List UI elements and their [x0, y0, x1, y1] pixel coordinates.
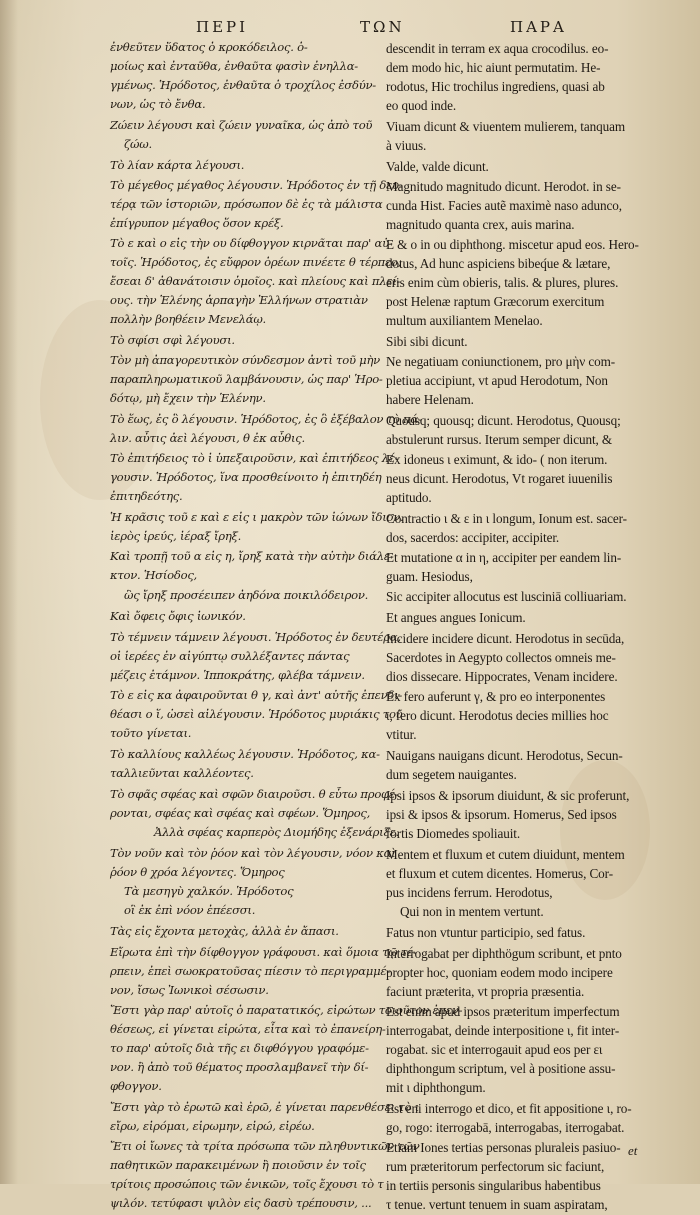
latin-text-line: magnitudo quanta crex, auis marina.	[386, 217, 575, 232]
latin-text-line: diphthongum scriptum, vel à positione assu-	[386, 1061, 616, 1076]
greek-text-line: ταλλιεῦνται καλλέοντες.	[110, 766, 254, 780]
greek-text-line: Ἔτι οἱ ἴωνες τὰ τρίτα πρόσωπα τῶν πληθυντικῶν τῶν	[110, 1139, 420, 1153]
latin-text-line: Fatus non vtuntur participio, sed fatus.	[386, 925, 586, 940]
header-left: ΠΕΡΙ	[196, 18, 249, 36]
greek-text-line: θέσεως, εἰ γίνεται εἰρώτα, εἶτα καὶ τὸ ἐπανείρη-	[110, 1022, 386, 1036]
latin-text-line: pletiua accipiunt, vt apud Herodotum, Non	[386, 373, 608, 388]
latin-text-line: Magnitudo magnitudo dicunt. Herodot. in se-	[386, 179, 621, 194]
latin-text-line: interrogabat, deinde interpositione ι, fit inter-	[386, 1023, 620, 1038]
greek-text-line: θέασι ο ἵ, ὡσεὶ αἰλέγουσιν. Ἡρόδοτος μυριάκις τοῦ	[110, 707, 403, 721]
latin-text-line: à viuus.	[386, 138, 427, 153]
greek-text-line: παθητικῶν παρακειμένων ἢ ποιοῦσιν ἐν τοῖς	[110, 1158, 366, 1172]
latin-text-line: dos, sacerdos: accipiter, accipiter.	[386, 530, 560, 545]
greek-text-line: νων, ὡς τὸ ἔνθα.	[110, 97, 206, 111]
latin-text-line: multum auxiliantem Menelao.	[386, 313, 543, 328]
latin-text-line: Qui non in mentem vertunt.	[400, 904, 544, 919]
greek-text-line: Καὶ ὄφεις ὄφις ἰωνικόν.	[110, 609, 246, 623]
greek-text-line: ἔσεαι δ' ἀθανάτοισιν ὁμοῖος. καὶ πλείους καὶ πλεί-	[110, 274, 401, 288]
latin-text-line: in tertiis personis singularibus habentibus	[386, 1178, 601, 1193]
greek-text-line: Τὸ ἐπιτήδειος τὸ ἱ ὑπεξαιροῦσιν, καὶ ἐπιτήδεος λέ-	[110, 451, 399, 465]
greek-text-line: παραπληρωματικοῦ λαμβάνουσιν, ὡς παρ' Ἡρο-	[110, 372, 383, 386]
latin-text-line: vtitur.	[386, 727, 417, 742]
catchword: et	[628, 1143, 638, 1158]
greek-text-line: Τὰ μεσηγὺ χαλκόν. Ἡρόδοτος	[124, 884, 294, 898]
greek-text-line: ἐνθεῦτεν ὕδατος ὁ κροκόδειλος. ὁ-	[110, 40, 308, 54]
latin-text-line: cunda Hist. Facies autẽ maximè naso adunco,	[386, 198, 622, 213]
latin-text-line: rogabat. sic et interrogauit apud eos per ει	[386, 1042, 603, 1057]
latin-text-line: E & o in ou diphthong. miscetur apud eos. Hero-	[386, 237, 639, 252]
latin-text-line: rodotus, Hic trochilus ingrediens, quasi ab	[386, 79, 605, 94]
header-right: ΠΑΡΑ	[510, 18, 567, 36]
latin-text-line: aptitudo.	[386, 490, 432, 505]
latin-text-line: fortis Diomedes spoliauit.	[386, 826, 521, 841]
greek-text-line: δότῳ, μὴ ἔχειν τὴν Ἑλένην.	[110, 391, 266, 405]
greek-text-line: μέζεις ἐτάμνον. Ἱπποκράτης, φλέβα τάμνειν.	[110, 668, 365, 682]
latin-text-line: Interrogabat per diphthögum scribunt, et pnto	[386, 946, 622, 961]
greek-text-line: μοίως καὶ ἐνταῦθα, ἐνθαῦτα φασὶν ἐνηλλα-	[110, 59, 358, 73]
latin-text-line: dotus, Ad hunc aspiciens bibeq́ue & lætare,	[386, 256, 611, 271]
latin-text-line: Et angues angues Ionicum.	[386, 610, 526, 625]
latin-text-line: Etiam Iones tertias personas pluraleis pasiuo-	[386, 1140, 621, 1155]
greek-text-line: οἳ ἐκ ἐπὶ νόον ἐπέεσσι.	[124, 903, 256, 917]
latin-text-line: go, rogo: iterrogabā, interrogabas, iterrogabat.	[386, 1120, 625, 1135]
latin-text-line: Ne negatiuam coniunctionem, pro μὴν com-	[386, 354, 616, 369]
greek-text-line: Τὸ σφᾶς σφέας καὶ σφῶν διαιροῦσι. θ εὗτω προφέ-	[110, 787, 399, 801]
greek-text-line: Ἔστι γὰρ παρ' αὐτοῖς ὁ παρατατικός, εἰρώτων τοιοῦτον ἐπεν-	[110, 1003, 463, 1017]
greek-text-line: γμένως. Ἡρόδοτος, ἐνθαῦτα ὁ τροχίλος ἐσδύν-	[110, 78, 376, 92]
greek-text-line: τέρᾳ τῶν ἱστοριῶν, πρόσωπον δὲ ἐς τὰ μάλιστα	[110, 197, 383, 211]
greek-text-line: γουσιν. Ἡρόδοτος, ἵνα προσθείνοιτο ἡ ἐπιτηδέη	[110, 470, 382, 484]
latin-text-line: Sacerdotes in Aegypto collectos omneis me-	[386, 650, 616, 665]
greek-text-line: Τὸ ἕως, ἐς ὃ λέγουσιν. Ἡρόδοτος, ἐς ὃ ἐξέβαλον τὸ πά-	[110, 412, 422, 426]
greek-text-line: ἱερὸς ἱρεύς, ἱέραξ ἴρηξ.	[110, 529, 242, 543]
latin-text-line: Ex idoneus ι eximunt, & ido- ( non iterum.	[386, 452, 608, 467]
latin-text-line: ipsi & ipsos & ipsorum. Homerus, Sed ipsos	[386, 807, 617, 822]
latin-text-line: rum præteritorum perfectorum sic faciunt,	[386, 1159, 605, 1174]
header-middle: ΤΩΝ	[360, 18, 405, 36]
latin-text-line: τ tenue. vertunt tenuem in suam aspiratam,	[386, 1197, 608, 1212]
greek-text-line: τρίτοις προσώποις τῶν ἑνικῶν, τοῖς ἔχουσι τὸ τ	[110, 1177, 384, 1191]
greek-text-line: Τὸν νοῦν καὶ τὸν ῥόον καὶ τὸν λέγουσιν, νόον καὶ	[110, 846, 396, 860]
greek-text-line: λιν. αὖτις ἀεὶ λέγουσι, θ ἐκ αὖθις.	[110, 431, 305, 445]
latin-text-line: propter hoc, quoniam eodem modo incipere	[386, 965, 613, 980]
greek-text-line: Ἔστι γὰρ τὸ ἐρωτῶ καὶ ἐρῶ, ἐ γίνεται παρενθέσει τὸ ι	[110, 1100, 420, 1114]
latin-text-line: mit ι diphthongum.	[386, 1080, 486, 1095]
latin-text-line: Et mutatione α in η, accipiter per eandem lin-	[386, 550, 622, 565]
latin-text-line: descendit in terram ex aqua crocodilus. eo-	[386, 41, 609, 56]
latin-text-line: Quousq; quousq; dicunt. Herodotus, Quousq;	[386, 413, 621, 428]
greek-text-line: Εἴρωτα ἐπὶ τὴν δίφθογγον γράφουσι. καὶ ὅμοια τῷ τέ-	[110, 945, 417, 959]
greek-text-line: το παρ' αὐτοῖς διὰ τῆς ει διφθόγγου γραφόμε-	[110, 1041, 369, 1055]
latin-text-line: eo quod inde.	[386, 98, 457, 113]
greek-text-line: τοῖς. Ἡρόδοτος, ἐς εὔφρον ὁρέων πινέετε θ τέρπεο,	[110, 255, 402, 269]
latin-text-line: habere Helenam.	[386, 392, 474, 407]
latin-text-line: Sic accipiter allocutus est lusciniā colliuariam.	[386, 589, 627, 604]
greek-text-line: Ἀλλὰ σφέας καρπερὸς Διομήδης ἐξενάριξε.	[154, 825, 400, 839]
latin-text-line: Est enim apud ipsos præteritum imperfectum	[386, 1004, 620, 1019]
latin-text-line: dios dissecare. Hippocrates, Venam incidere.	[386, 669, 618, 684]
greek-text-line: ους. τὴν Ἑλένης ἁρπαγὴν Ἑλλήνων στρατιὰν	[110, 293, 368, 307]
latin-text-line: et fluxum et cutem dicentes. Homerus, Cor-	[386, 866, 613, 881]
greek-text-line: ψιλόν. τετύφασι ψιλὸν εἰς δασὺ τρέπουσιν, ...	[110, 1196, 372, 1210]
greek-text-line: ἐπιτηδεότης.	[110, 489, 183, 503]
greek-text-line: ἐπίγρυπον μέγαθος ὅσον κρέξ.	[110, 216, 284, 230]
latin-text-line: neus dicunt. Herodotus, Vt rogaret iuuenilis	[386, 471, 613, 486]
latin-text-line: pus incidens ferrum. Herodotus,	[386, 885, 553, 900]
greek-text-line: ρπειν, ἐπεὶ σωοκρατοῦσας πίεσιν τὸ περιγραμμέ-	[110, 964, 391, 978]
latin-text-line: Ipsi ipsos & ipsorum diuidunt, & sic proferunt,	[386, 788, 630, 803]
latin-text-line: Nauigans nauigans dicunt. Herodotus, Secun-	[386, 748, 623, 763]
greek-text-line: ῥόον θ χρόα λέγοντες. Ὅμηρος	[110, 865, 285, 879]
greek-text-line: οἱ ἱερέες ἐν αἰγύπτῳ συλλέξαντες πάντας	[110, 649, 350, 663]
latin-text-line: Sibi sibi dicunt.	[386, 334, 468, 349]
greek-text-line: κτον. Ἡσίοδος,	[110, 568, 197, 582]
running-header	[0, 18, 700, 42]
greek-text-line: Καὶ τροπῇ τοῦ α εἰς η, ἴρηξ κατὰ τὴν αὐτὴν διάλε-	[110, 549, 394, 563]
greek-text-line: πολλὴν βοηθέειν Μενελάῳ.	[110, 312, 266, 326]
greek-text-line: Τὸ καλλίους καλλέως λέγουσιν. Ἡρόδοτος, κα-	[110, 747, 380, 761]
latin-text-line: Contractio ι & ε in ι longum, Ionum est. sacer-	[386, 511, 627, 526]
greek-text-line: Τὰς εἰς ἔχοντα μετοχὰς, ἀλλὰ ἐν ἄπασι.	[110, 924, 339, 938]
latin-text-line: Incidere incidere dicunt. Herodotus in secūda,	[386, 631, 625, 646]
greek-text-line: Τὸ τέμνειν τάμνειν λέγουσι. Ἡρόδοτος ἐν δευτέρᾳ,	[110, 630, 401, 644]
latin-text-line: abstulerunt rursus. Iterum semper dicunt, &	[386, 432, 613, 447]
greek-text-line: τοῦτο γίνεται.	[110, 726, 192, 740]
latin-text-line: Mentem et fluxum et cutem diuidunt, mentem	[386, 847, 625, 862]
latin-text-line: Est eni interrogo et dico, et fit appositione ι, ro-	[386, 1101, 632, 1116]
greek-text-line: Τὸ σφίσι σφὶ λέγουσι.	[110, 333, 235, 347]
page-gutter-shadow	[0, 0, 18, 1184]
latin-text-line: post Helenæ raptum Græcorum exercitum	[386, 294, 605, 309]
greek-text-line: νον, ἴσως Ἰωνικοὶ σέσωσιν.	[110, 983, 269, 997]
greek-text-line: Τὸ ε καὶ ο εἰς τὴν ου δίφθογγον κιρνᾶται παρ' αὐ-	[110, 236, 393, 250]
greek-text-line: φθογγον.	[110, 1079, 162, 1093]
greek-text-line: Ζώειν λέγουσι καὶ ζώειν γυναῖκα, ὡς ἀπὸ τοῦ	[110, 118, 373, 132]
latin-text-line: dum segetem nauigantes.	[386, 767, 517, 782]
greek-text-line: νον. ἢ ἀπὸ τοῦ θέματος προσλαμβανεῖ τὴν δί-	[110, 1060, 369, 1074]
latin-text-line: guam. Hesiodus,	[386, 569, 473, 584]
latin-text-line: Valde, valde dicunt.	[386, 159, 489, 174]
greek-text-line: Τὸ λίαν κάρτα λέγουσι.	[110, 158, 245, 172]
greek-text-line: Τὸν μὴ ἀπαγορευτικὸν σύνδεσμον ἀντὶ τοῦ μὴν	[110, 353, 380, 367]
greek-text-line: εἴρω, εἰρόμαι, εἰρωμην, εἰρώ, εἰρέω.	[110, 1119, 315, 1133]
greek-text-line: Τὸ μέγεθος μέγαθος λέγουσιν. Ἡρόδοτος ἐν τῇ δευ-	[110, 178, 403, 192]
latin-text-line: Ex fero auferunt γ, & pro eo interponentes	[386, 689, 606, 704]
greek-text-line: Τὸ ε εἰς κα ἀφαιροῦνται θ γ, καὶ ἀντ' αὐτῆς ἐπενδι-	[110, 688, 403, 702]
latin-text-line: dem modo hic, hic aiunt permutatim. He-	[386, 60, 601, 75]
greek-text-line: ὣς ἴρηξ προσέειπεν ἀηδόνα ποικιλόδειρον.	[124, 588, 369, 602]
latin-text-line: faciunt præterita, vt propria præsentia.	[386, 984, 585, 999]
latin-text-line: ι, fero dicunt. Herodotus decies millies hoc	[386, 708, 609, 723]
greek-text-line: Ἡ κρᾶσις τοῦ ε καὶ ε εἰς ι μακρὸν τῶν ἰώνων ἴδιον.	[110, 510, 404, 524]
greek-text-line: ζώω.	[124, 137, 152, 151]
latin-text-line: eris enim cùm obieris, talis. & plures, plures.	[386, 275, 619, 290]
greek-text-line: ρονται, σφέας καὶ σφέας καὶ σφέων. Ὅμηρος,	[110, 806, 371, 820]
latin-text-line: Viuam dicunt & viuentem mulierem, tanquam	[386, 119, 626, 134]
